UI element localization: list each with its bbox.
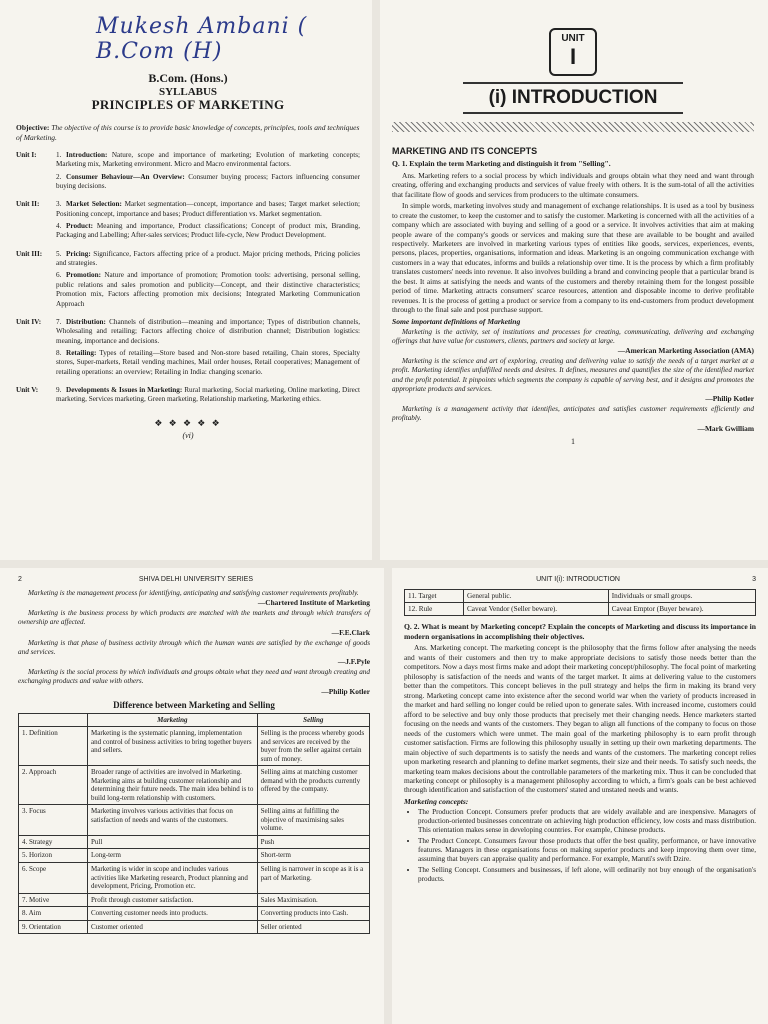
table-title: Difference between Marketing and Selling bbox=[113, 699, 275, 710]
topic-heading: Product: bbox=[66, 222, 94, 231]
topic-number: 3. bbox=[56, 200, 62, 209]
topic-text: Significance, Factors affecting price of a product. Major pricing methods, Pricing policies and strategies. bbox=[56, 249, 361, 268]
definition-ama: Marketing is the activity, set of institutions and processes for creating, communicating, delivering and exchanging offerings that have value for customers, clients, partners and society at large. bbox=[392, 327, 754, 345]
table-row bbox=[405, 590, 756, 603]
table-row bbox=[19, 766, 370, 805]
topic-text: Consumer buying process; Factors influencing consumer buying decisions. bbox=[56, 172, 361, 190]
unit-label: Unit I: bbox=[16, 150, 37, 159]
row-label: 9. Orientation bbox=[19, 920, 88, 934]
syllabus-topic bbox=[56, 318, 360, 346]
topic-text: Market segmentation—concept, importance and bases; Target market selection; Positioning concept, importance and bases; Product differentiation vs. Market segmentation. bbox=[56, 200, 360, 218]
concept-item: • The Product Concept. Consumers favour those products that offer the best quality, performance, or have innovative features. Managers in these organisations focus on making superior products and keep improving them over time, assuming that buyers can appraise quality and performance. For example, Maruti's swift Dzire. bbox=[418, 837, 756, 864]
unit-items bbox=[56, 151, 360, 194]
topic-heading: Market Selection: bbox=[66, 200, 122, 209]
definition-gwilliam: Marketing is a management activity that identifies, anticipates and satisfies customer requirements efficiently and profitably. bbox=[392, 405, 754, 423]
unit-word: UNIT bbox=[561, 33, 585, 44]
row-label: 11. Target bbox=[405, 590, 464, 603]
syllabus-topic bbox=[56, 271, 360, 308]
topic-text: Nature, scope and importance of marketing; Evolution of marketing concepts; Marketing mix, Marketing environment. Micro and Macro environmental factors. bbox=[56, 150, 361, 169]
selling-cell: Seller oriented bbox=[257, 920, 369, 934]
concept-item: • The Production Concept. Consumers prefer products that are widely available and are inexpensive. Managers of production-oriented businesses concentrate on achieving high production efficiency, low costs and mass distribution. This orientation makes sense in developing countries. For example, Chinese products. bbox=[418, 808, 756, 835]
definition-quote: Marketing is the social process by which individuals and groups obtain what they need and want through creating and exchanging products and value with others. bbox=[18, 668, 370, 686]
units-list bbox=[16, 151, 360, 408]
definition-author: —J.F.Pyle bbox=[337, 657, 370, 667]
topic-text: Channels of distribution—meaning and importance; Types of distribution channels, Wholesaling and retailing; Factors affecting choice of distribution channel; Distribution logistics: meaning, importance and decisions. bbox=[56, 317, 360, 345]
difference-table bbox=[18, 713, 370, 935]
selling-cell: Short-term bbox=[257, 849, 369, 863]
table-row bbox=[19, 907, 370, 921]
unit-number: I bbox=[569, 44, 577, 69]
running-title: UNIT I(i): INTRODUCTION bbox=[536, 576, 620, 583]
topic-number: 2. bbox=[56, 172, 62, 181]
selling-cell: Push bbox=[257, 835, 369, 849]
running-header bbox=[18, 576, 370, 583]
header-marketing: Marketing bbox=[88, 713, 258, 727]
unit-label: Unit III: bbox=[16, 249, 43, 258]
unit-block bbox=[16, 200, 360, 243]
unit-block bbox=[16, 250, 360, 312]
unit-block bbox=[16, 386, 360, 408]
running-header bbox=[404, 576, 756, 583]
unit-block bbox=[16, 151, 360, 194]
syllabus-topic bbox=[56, 200, 360, 219]
marketing-cell: Broader range of activities are involved in Marketing. Marketing aims at building customer relationship and determining their future needs. The main idea behind is to build long-term relationship with customers. bbox=[88, 766, 258, 805]
row-label: 1. Definition bbox=[19, 727, 88, 766]
concepts-list bbox=[418, 808, 756, 884]
page-number: 2 bbox=[18, 576, 22, 583]
difference-table-continued bbox=[404, 589, 756, 616]
unit-items bbox=[56, 250, 360, 312]
handwritten-name: Mukesh Ambani ( B.Com (H) bbox=[96, 14, 308, 64]
topic-number: 7. bbox=[56, 317, 62, 326]
page-number: 3 bbox=[752, 576, 756, 583]
marketing-cell: Marketing involves various activities that focus on satisfaction of needs and wants of the customers. bbox=[88, 805, 258, 836]
syllabus-topic bbox=[56, 386, 360, 405]
selling-cell: Selling is the process whereby goods and services are received by the buyer from the seller against certain sum of money. bbox=[257, 727, 369, 766]
selling-cell: Selling is narrower in scope as it is a part of Marketing. bbox=[257, 862, 369, 893]
definition-author: —Philip Kotler bbox=[321, 686, 370, 696]
table-row bbox=[19, 727, 370, 766]
row-label: 4. Strategy bbox=[19, 835, 88, 849]
table-row bbox=[19, 920, 370, 934]
unit-label: Unit V: bbox=[16, 386, 39, 395]
selling-cell: Sales Maximisation. bbox=[257, 893, 369, 907]
table-row bbox=[19, 805, 370, 836]
topic-number: 6. bbox=[56, 271, 62, 280]
table-row bbox=[19, 849, 370, 863]
introduction-page bbox=[380, 0, 768, 560]
stars-divider: ❖ ❖ ❖ ❖ ❖ bbox=[154, 417, 222, 428]
roman-page-number: (vi) bbox=[182, 430, 194, 440]
topic-text: Meaning and importance, Product classifications; Concept of product mix, Branding, Packaging and Labelling; After-sales services; Product life-cycle, New Product Development. bbox=[56, 222, 360, 240]
unit-items bbox=[56, 318, 360, 380]
selling-cell: Selling aims at matching customer demand with the products currently offered by the company. bbox=[257, 766, 369, 805]
course-name: B.Com. (Hons.) bbox=[148, 71, 228, 85]
header-blank bbox=[19, 713, 88, 727]
page-number: 1 bbox=[571, 436, 575, 446]
syllabus-topic bbox=[56, 349, 360, 377]
marketing-cell: Converting customer needs into products. bbox=[88, 907, 258, 921]
marketing-concept-page bbox=[392, 568, 768, 1024]
definitions-list bbox=[18, 589, 370, 696]
comparison-page bbox=[0, 568, 384, 1024]
topic-text: Nature and importance of promotion; Promotion tools: advertising, personal selling, public relations and sales promotion and publicity—Concept, and their distinctive characteristics; Promotion mix, Factors affecting promotion mix decisions; Integrated Marketing Communication Approach bbox=[56, 271, 360, 308]
definition-kotler: Marketing is the science and art of exploring, creating and delivering value to satisfy the needs of a target market at a profit. Marketing identifies unfulfilled needs and desires. It defines, measures and quantifies the size of the identified market and the profit potential. It pinpoints which segments the company is capable of serving best, and it designs and promotes the appropriate products and services. bbox=[392, 357, 754, 393]
topic-number: 8. bbox=[56, 348, 62, 357]
concepts-title: Marketing concepts: bbox=[404, 796, 469, 806]
author-gwilliam: —Mark Gwilliam bbox=[697, 423, 754, 433]
table-row bbox=[19, 835, 370, 849]
topic-heading: Consumer Behaviour—An Overview: bbox=[66, 172, 185, 181]
question-1: Q. 1. Explain the term Marketing and distinguish it from "Selling". bbox=[392, 159, 611, 168]
definition-quote: Marketing is the business process by which products are matched with the markets and through which transfers of ownership are affected. bbox=[18, 609, 370, 627]
marketing-cell: Customer oriented bbox=[88, 920, 258, 934]
unit-items bbox=[56, 386, 360, 408]
syllabus-page bbox=[0, 0, 372, 560]
syllabus-topic bbox=[56, 151, 360, 170]
definition-quote: Marketing is that phase of business activity through which the human wants are satisfied by the exchange of goods and services. bbox=[18, 638, 370, 656]
table-row bbox=[19, 862, 370, 893]
syllabus-header bbox=[16, 72, 360, 113]
series-name: SHIVA DELHI UNIVERSITY SERIES bbox=[138, 576, 253, 583]
marketing-cell: Caveat Vendor (Seller beware). bbox=[464, 603, 609, 616]
topic-number: 9. bbox=[56, 386, 62, 395]
table-row bbox=[19, 893, 370, 907]
unit-badge bbox=[549, 28, 597, 76]
row-label: 6. Scope bbox=[19, 862, 88, 893]
objective bbox=[16, 123, 360, 143]
marketing-cell: Marketing is the systematic planning, implementation and control of business activities to bring together buyers and sellers. bbox=[88, 727, 258, 766]
syllabus-topic bbox=[56, 173, 360, 192]
selling-cell: Individuals or small groups. bbox=[608, 590, 755, 603]
topic-number: 4. bbox=[56, 222, 62, 231]
answer-1: Ans. Marketing refers to a social process by which individuals and groups obtain what they need and want through creating, offering and exchanging products and services of value freely with others. It is the sum-total of all the activities that facilitate flow of goods and services from producers to the ultimate consumers. bbox=[392, 170, 754, 199]
hatch-divider bbox=[392, 122, 754, 132]
marketing-cell: Pull bbox=[88, 835, 258, 849]
marketing-cell: Profit through customer satisfaction. bbox=[88, 893, 258, 907]
syllabus-topic bbox=[56, 222, 360, 241]
subject-title: PRINCIPLES OF MARKETING bbox=[91, 97, 285, 113]
author-kotler: —Philip Kotler bbox=[705, 394, 754, 404]
topic-heading: Introduction: bbox=[66, 150, 108, 159]
selling-cell: Selling aims at fulfilling the objective of maximising sales volume. bbox=[257, 805, 369, 836]
topic-heading: Developments & Issues in Marketing: bbox=[66, 386, 183, 395]
question-2: Q. 2. What is meant by Marketing concept? Explain the concepts of Marketing and discuss its importance in modern organisations in accomplishing their objectives. bbox=[404, 622, 756, 641]
definition-author: —Chartered Institute of Marketing bbox=[257, 598, 370, 608]
unit-items bbox=[56, 200, 360, 243]
objective-text: The objective of this course is to provide basic knowledge of concepts, principles, tools and techniques of Marketing. bbox=[16, 123, 360, 143]
topic-text: Types of retailing—Store based and Non-store based retailing, Chain stores, Specialty stores, Super-markets, Retail vending machines, Mail order houses, Retail cooperatives; Management of retailing operations: an overview; Retailing in India: changing scenario. bbox=[56, 348, 360, 376]
marketing-cell: Long-term bbox=[88, 849, 258, 863]
marketing-cell: General public. bbox=[464, 590, 609, 603]
concept-item: • The Selling Concept. Consumers and businesses, if left alone, will ordinarily not buy enough of the organisation's products. bbox=[418, 866, 756, 884]
row-label: 7. Motive bbox=[19, 893, 88, 907]
marketing-cell: Marketing is wider in scope and includes various activities like Marketing research, Product planning and development, Pricing, Promotion etc. bbox=[88, 862, 258, 893]
topic-heading: Promotion: bbox=[66, 271, 102, 280]
section-title: MARKETING AND ITS CONCEPTS bbox=[392, 146, 538, 156]
chapter-title: (i) INTRODUCTION bbox=[463, 82, 683, 114]
row-label: 5. Horizon bbox=[19, 849, 88, 863]
topic-heading: Pricing: bbox=[66, 249, 91, 258]
syllabus-label: SYLLABUS bbox=[158, 85, 218, 98]
topic-number: 1. bbox=[56, 150, 62, 159]
row-label: 12. Rule bbox=[405, 603, 464, 616]
syllabus-topic bbox=[56, 250, 360, 269]
unit-label: Unit II: bbox=[16, 200, 40, 209]
selling-cell: Caveat Emptor (Buyer beware). bbox=[608, 603, 755, 616]
topic-heading: Retailing: bbox=[66, 348, 97, 357]
selling-cell: Converting products into Cash. bbox=[257, 907, 369, 921]
answer-2: Ans. Marketing concept. The marketing concept is the philosophy that the firms follow after analysing the needs and wants of their customers and then try to make appropriate decisions to satisfy those needs better than the competitors. Now a days most firms make and adopt their marketing concept/philosophy. The focal point of marketing philosophy is satisfaction of the needs and wants of the target market. It aims at delivering value to the customers better than the competitors. This concept believes in the pull strategy and helps the firm in making its brand very strong. Marketing concept came into existence after the second world war when the variety of products increased in the market and hard selling no longer could be relied upon to generate sales. With increased income, customers could afford to be selective and buy only those products that precisely met their changing needs. Hence marketers started focusing on the needs and wants of the customers. They began to align all functions of the company to focus on those needs of the customers which were unmet. The main goal of the marketing philosophy is to earn profit through customer satisfaction. Firms are following this philosophy usually in setting up their own marketing departments. The main objective of such departments is to satisfy the needs and wants of the customers. The marketing concept relies upon marketing research and planning to define market segments, their size and their needs. To satisfy such needs, the marketing team makes decisions about the controllable parameters of the marketing mix. Thus it can be concluded that marketing concept or philosophy is a management philosophy according to which, a firm's goals can be best achieved through identification and satisfaction of the customers' stated and unstated needs and wants. bbox=[404, 643, 756, 795]
definitions-title: Some important definitions of Marketing bbox=[392, 316, 521, 326]
row-label: 2. Approach bbox=[19, 766, 88, 805]
author-ama: —American Marketing Association (AMA) bbox=[617, 346, 754, 356]
topic-text: Rural marketing, Social marketing, Online marketing, Direct marketing, Services marketing, Green marketing, Relationship marketing, Marketing ethics. bbox=[56, 386, 361, 404]
objective-label: Objective: bbox=[16, 123, 50, 133]
unit-label: Unit IV: bbox=[16, 317, 42, 326]
row-label: 8. Aim bbox=[19, 907, 88, 921]
table-header-row bbox=[19, 713, 370, 727]
definition-quote: Marketing is the management process for identifying, anticipating and satisfying customer requirements profitably. bbox=[28, 589, 359, 597]
topic-heading: Distribution: bbox=[66, 317, 106, 326]
definition-author: —F.E.Clark bbox=[331, 627, 370, 637]
row-label: 3. Focus bbox=[19, 805, 88, 836]
paragraph-2: In simple words, marketing involves study and management of exchange relationships. It is used as a tool by business to create the customer, to keep the customer and to satisfy the customer. Marketing is concerned with all the activities of a company which are associated with buying and selling of a good or a service. It involves activities that aim at making people aware of the company's goods or services and making sure that these are available to be bought and availed respectively. Marketers are involved in marketing various types of entities like goods, services, experiences, events, persons, places, properties, organisations, information and ideas. Marketing is an ongoing communication exchange with customers in a way that educates, informs and builds a relationship over time. It is the process by which a firm profitably translates customers' needs into revenue. It also involves building a brand and convincing people that a particular brand is the best. It aims at satisfying the needs and wants of the customers and thereby retaining them for the longest possible period of time. Marketing attracts consumers' scarce resources, attention and disposable income to derive profitable revenues. It is the process of getting a product or service from a company to its end-customers from product development through to the final sale and post purchase support. bbox=[392, 201, 754, 315]
unit-block bbox=[16, 318, 360, 380]
header-selling: Selling bbox=[257, 713, 369, 727]
table-row bbox=[405, 603, 756, 616]
topic-number: 5. bbox=[56, 249, 62, 258]
